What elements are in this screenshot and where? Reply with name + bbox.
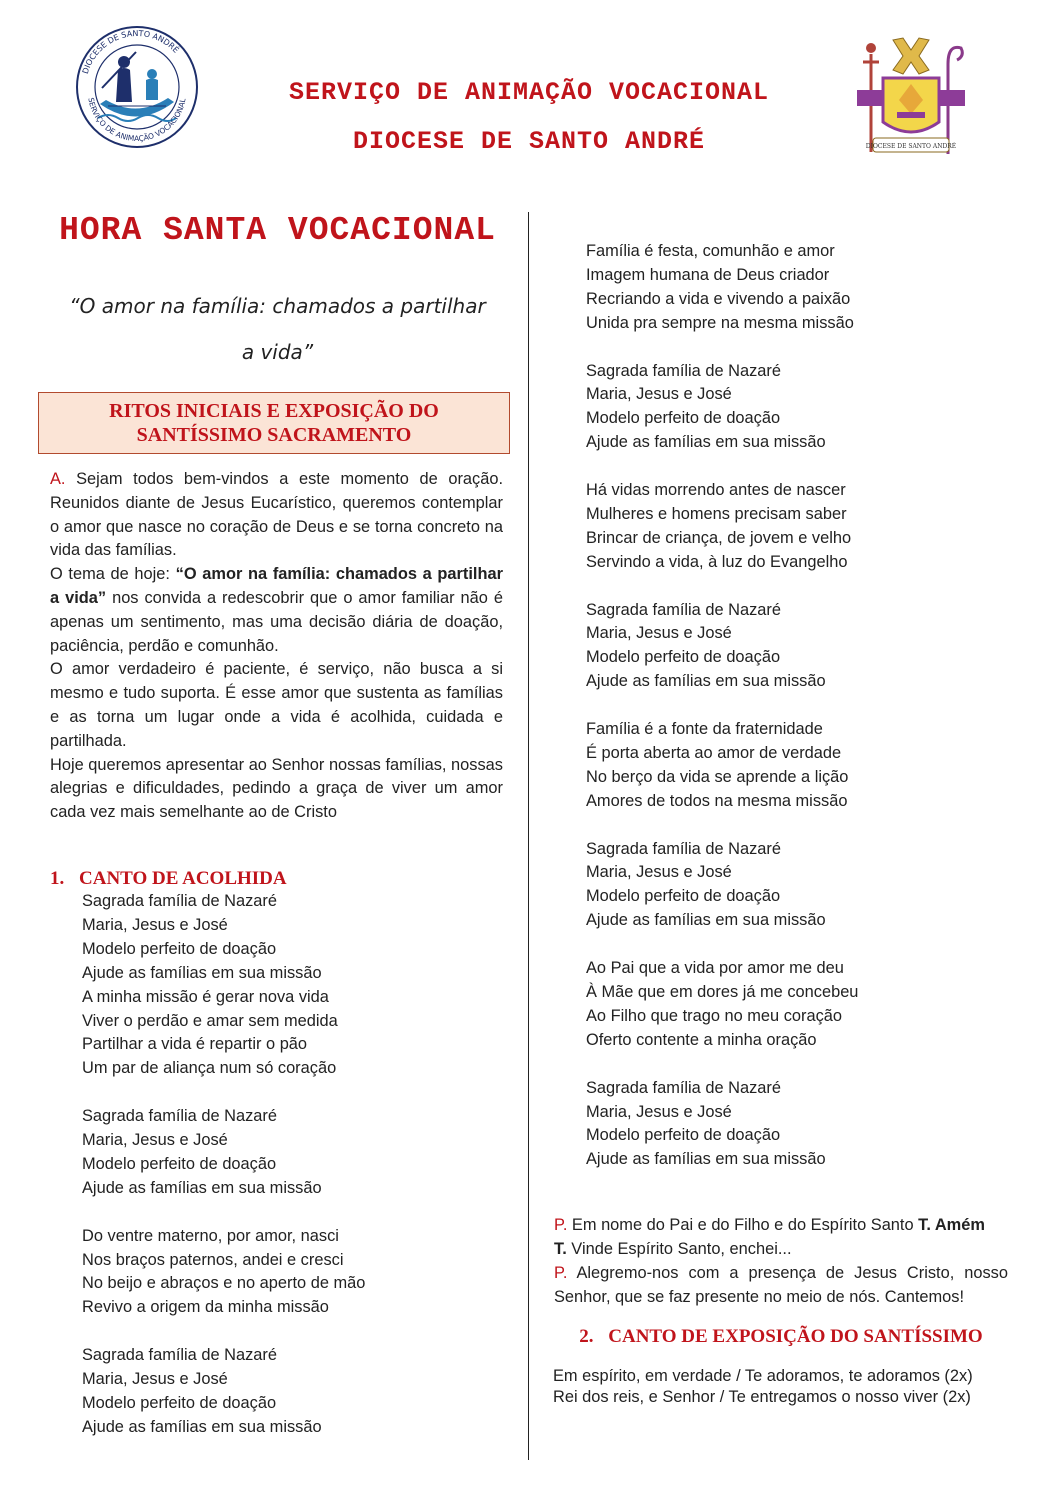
theme-line-2: a vida” xyxy=(241,340,314,364)
svg-text:SERVIÇO DE ANIMAÇÃO VOCACIONAL: SERVIÇO DE ANIMAÇÃO VOCACIONAL xyxy=(86,96,188,144)
section-1-heading xyxy=(50,868,287,890)
song-line: Família é festa, comunhão e amor xyxy=(586,242,835,260)
song-left-stanza xyxy=(82,1225,502,1321)
section-1-title: CANTO DE ACOLHIDA xyxy=(79,868,287,889)
song-line: Unida pra sempre na mesma missão xyxy=(586,313,854,332)
song-line: Maria, Jesus e José xyxy=(82,1370,228,1389)
song-line: Ao Pai que a vida por amor me deu xyxy=(586,959,844,978)
exposition-song-text: Em espírito, em verdade / Te adoramos, te adoramos (2x) Rei dos reis, e Senhor / Te entregamos o nosso viver (2x) xyxy=(553,1367,973,1406)
song-right-stanza xyxy=(586,1077,1006,1173)
theme-quote: “O amor na família: chamados a partilhar a vida” xyxy=(50,565,503,607)
song-line: Mulheres e homens precisam saber xyxy=(586,504,847,523)
song-line: Modelo perfeito de doação xyxy=(586,648,781,667)
song-line: Ajude as famílias em sua missão xyxy=(586,911,826,930)
song-line: Há vidas morrendo antes de nascer xyxy=(586,481,846,500)
song-line: Maria, Jesus e José xyxy=(586,385,732,404)
svg-text:DIOCESE DE SANTO ANDRÉ: DIOCESE DE SANTO ANDRÉ xyxy=(80,28,181,75)
song-line: Modelo perfeito de doação xyxy=(586,409,781,428)
song-line: Sagrada família de Nazaré xyxy=(586,839,781,858)
intro-paragraph-2: O tema de hoje: “O amor na família: chamados a partilhar a vida” nos convida a redescobrir que o amor familiar não é apenas um sentimento, mas uma decisão diária de doação, paciência, perdão e comunhão. xyxy=(50,565,503,655)
song-right-stanza xyxy=(586,599,1006,695)
theme-line-1: “O amor na família: chamados a partilhar xyxy=(69,294,486,318)
dialog-line-2: T. Vinde Espírito Santo, enchei... xyxy=(554,1239,792,1258)
song-line: Modelo perfeito de doação xyxy=(82,939,277,958)
song-line: Revivo a origem da minha missão xyxy=(82,1298,329,1317)
song-line: No berço da vida se aprende a lição xyxy=(586,767,849,786)
song-line: Nos braços paternos, andei e cresci xyxy=(82,1250,344,1269)
song-line: Ajude as famílias em sua missão xyxy=(82,1417,322,1436)
page-title: HORA SANTA VOCACIONAL xyxy=(59,212,496,249)
song-line: Sagrada família de Nazaré xyxy=(586,1078,781,1097)
song-line: Um par de aliança num só coração xyxy=(82,1059,337,1078)
song-line: Viver o perdão e amar sem medida xyxy=(82,1011,338,1030)
song-line: Sagrada família de Nazaré xyxy=(82,892,277,910)
song-line: Maria, Jesus e José xyxy=(82,915,228,934)
dialog-line-3: P. Alegremo-nos com a presença de Jesus Cristo, nosso Senhor, que se faz presente no meio de nós. Cantemos! xyxy=(554,1263,1008,1306)
animator-marker: A. xyxy=(50,470,66,488)
song-line: Ajude as famílias em sua missão xyxy=(586,672,826,691)
section-2-number: 2. xyxy=(579,1326,594,1347)
song-left-stanza xyxy=(82,890,502,1081)
song-right-stanza xyxy=(586,838,1006,934)
song-line: À Mãe que em dores já me concebeu xyxy=(586,983,859,1001)
song-line: Sagrada família de Nazaré xyxy=(586,361,781,380)
section-2-title: CANTO DE EXPOSIÇÃO DO SANTÍSSIMO xyxy=(608,1326,983,1347)
song-right-stanza xyxy=(586,240,1006,336)
song-line: Família é a fonte da fraternidade xyxy=(586,720,823,739)
intro-paragraph-4: Hoje queremos apresentar ao Senhor nossas famílias, nossas alegrias e dificuldades, pedindo a graça de viver um amor cada vez mais semelhante ao de Cristo xyxy=(50,755,503,822)
song-left-stanza xyxy=(82,1105,502,1201)
rites-section-box xyxy=(38,392,510,454)
song-line: Sagrada família de Nazaré xyxy=(586,600,781,619)
song-left-column xyxy=(82,890,502,1440)
svg-text:DIOCESE DE SANTO ANDRÉ: DIOCESE DE SANTO ANDRÉ xyxy=(865,143,957,150)
song-right-stanza xyxy=(586,360,1006,456)
song-line: Modelo perfeito de doação xyxy=(586,887,781,906)
section-1-number: 1. xyxy=(50,868,65,889)
intro-paragraph-1: A. Sejam todos bem-vindos a este momento de oração. Reunidos diante de Jesus Eucarístico, queremos contemplar o amor que nasce no coração de Deus e se torna concreto na vida das famílias. xyxy=(50,470,503,560)
header-diocese-title: DIOCESE DE SANTO ANDRÉ xyxy=(352,127,706,156)
dialog-block xyxy=(554,1214,1008,1310)
song-line: Imagem humana de Deus criador xyxy=(586,265,830,284)
song-line: Oferto contente a minha oração xyxy=(586,1030,817,1049)
song-line: Partilhar a vida é repartir o pão xyxy=(82,1035,308,1054)
song-line: Maria, Jesus e José xyxy=(586,863,732,882)
song-line: É porta aberta ao amor de verdade xyxy=(586,743,842,762)
song-line: Maria, Jesus e José xyxy=(586,1102,732,1121)
dialog-line-1: P. Em nome do Pai e do Filho e do Espírito Santo T. Amém xyxy=(554,1216,985,1234)
song-left-stanza xyxy=(82,1344,502,1440)
song-line: Modelo perfeito de doação xyxy=(586,1126,781,1145)
section-2-heading xyxy=(554,1326,1008,1348)
song-line: Amores de todos na mesma missão xyxy=(586,791,848,810)
header-service-title: SERVIÇO DE ANIMAÇÃO VOCACIONAL xyxy=(288,78,770,107)
song-line: Do ventre materno, por amor, nasci xyxy=(82,1226,339,1245)
song-line: Modelo perfeito de doação xyxy=(82,1393,277,1412)
song-line: Ajude as famílias em sua missão xyxy=(586,433,826,452)
song-line: Ao Filho que trago no meu coração xyxy=(586,1006,843,1025)
song-line: Ajude as famílias em sua missão xyxy=(82,963,322,982)
column-divider xyxy=(528,212,529,1460)
song-line: Recriando a vida e vivendo a paixão xyxy=(586,289,851,308)
song-line: Modelo perfeito de doação xyxy=(82,1154,277,1173)
song-line: Ajude as famílias em sua missão xyxy=(82,1178,322,1197)
rites-title-line-2: SANTÍSSIMO SACRAMENTO xyxy=(136,424,412,446)
song-right-stanza xyxy=(586,479,1006,575)
intro-paragraph-3: O amor verdadeiro é paciente, é serviço, não busca a si mesmo e tudo suporta. É esse amor que sustenta as famílias e as torna um lugar onde a vida é acolhida, cuidada e partilhada. xyxy=(50,660,503,750)
song-line: A minha missão é gerar nova vida xyxy=(82,987,329,1006)
song-right-column xyxy=(586,240,1006,1172)
rites-title-line-1: RITOS INICIAIS E EXPOSIÇÃO DO xyxy=(109,400,439,422)
song-line: Brincar de criança, de jovem e velho xyxy=(586,528,852,547)
song-line: No beijo e abraços e no aperto de mão xyxy=(82,1274,366,1293)
song-line: Maria, Jesus e José xyxy=(586,624,732,643)
song-line: Sagrada família de Nazaré xyxy=(82,1346,277,1365)
song-right-stanza xyxy=(586,718,1006,814)
song-line: Servindo a vida, à luz do Evangelho xyxy=(586,552,848,571)
intro-text xyxy=(50,468,503,825)
song-line: Maria, Jesus e José xyxy=(82,1131,228,1150)
song-line: Ajude as famílias em sua missão xyxy=(586,1150,826,1169)
theme-subtitle xyxy=(50,283,505,375)
song-line: Sagrada família de Nazaré xyxy=(82,1107,277,1126)
song-right-stanza xyxy=(586,957,1006,1053)
